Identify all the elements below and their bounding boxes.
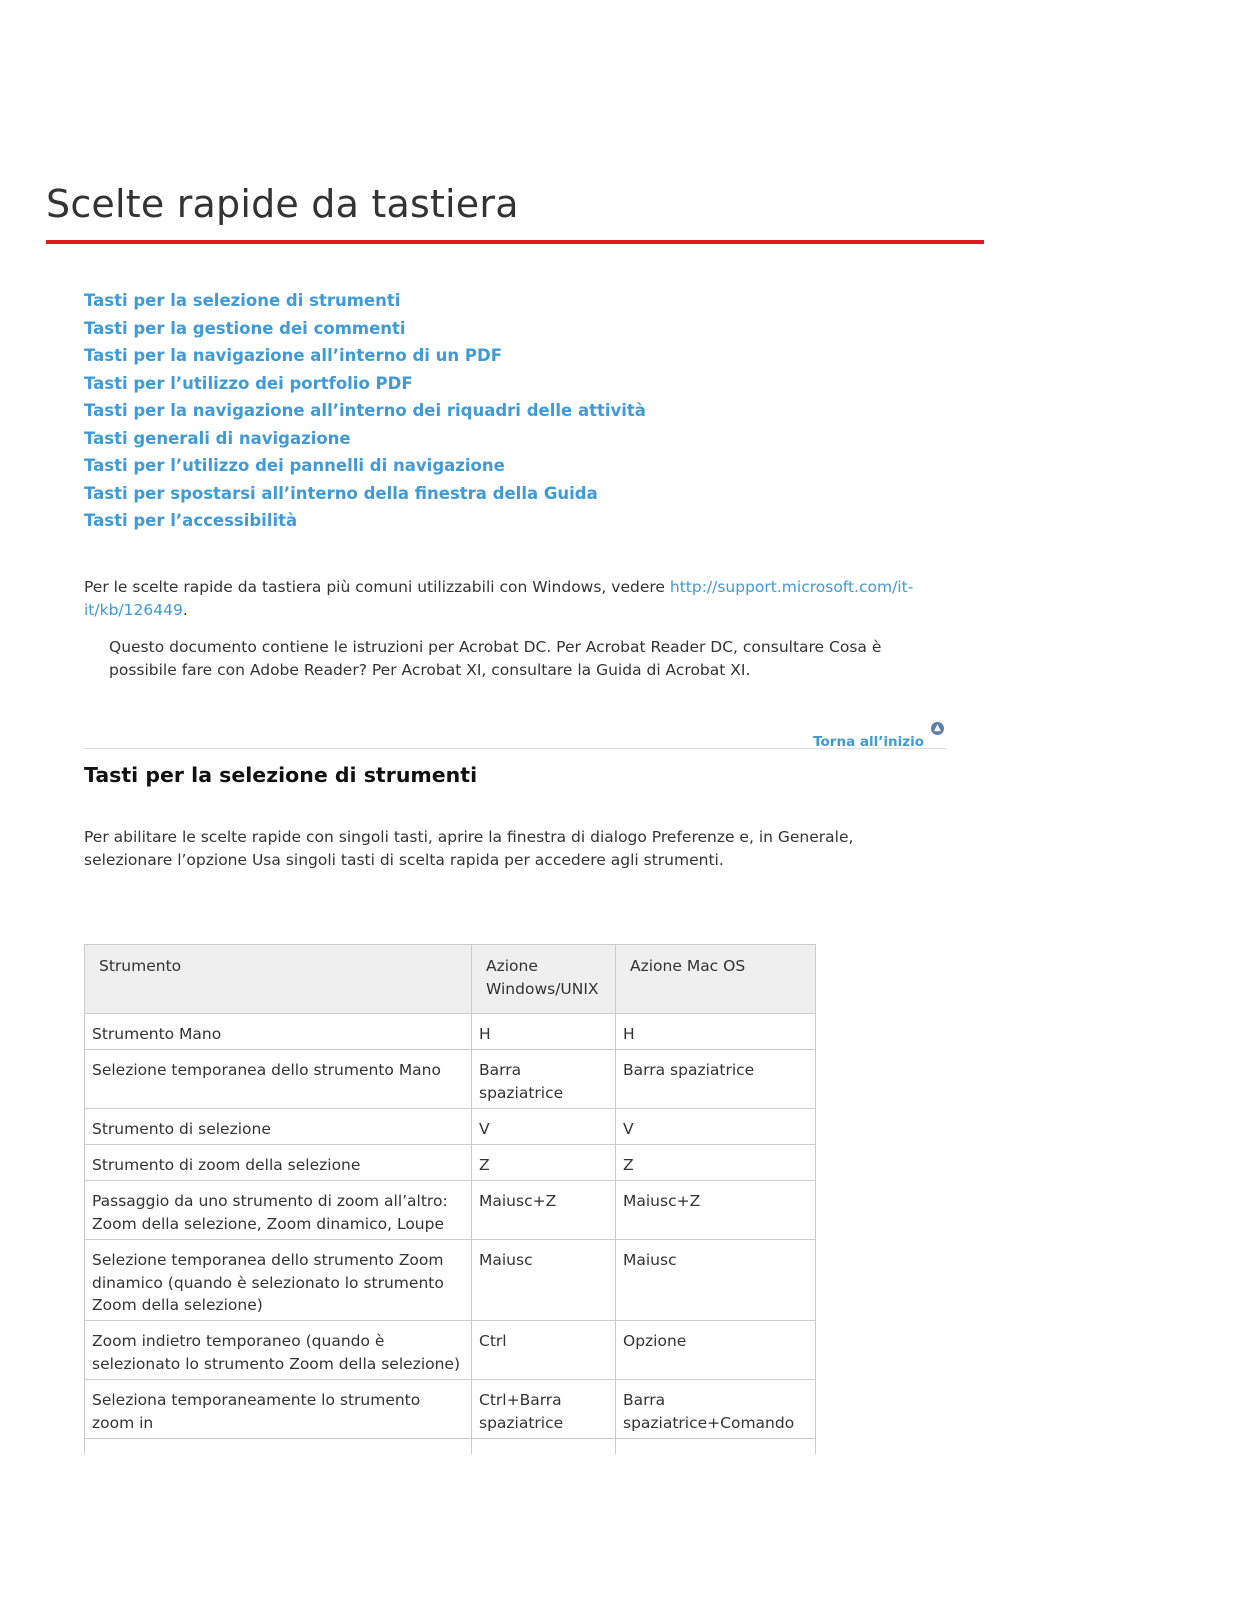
toc-link-riquadri-attivita[interactable]: Tasti per la navigazione all’interno dei riquadri delle attività — [84, 401, 646, 420]
cell-mac: Z — [616, 1145, 816, 1181]
cell-tool: Strumento di selezione — [85, 1109, 472, 1145]
arrow-up-circle-icon[interactable]: ▲ — [931, 722, 944, 735]
cell-empty — [85, 1439, 472, 1454]
section-heading: Tasti per la selezione di strumenti — [84, 763, 478, 787]
table-row — [85, 1014, 816, 1050]
column-header-tool: Strumento — [85, 945, 472, 1014]
cell-mac: H — [616, 1014, 816, 1050]
cell-windows: Z — [472, 1145, 616, 1181]
cell-mac: V — [616, 1109, 816, 1145]
toc-link-guida[interactable]: Tasti per spostarsi all’interno della finestra della Guida — [84, 483, 598, 503]
column-header-windows: Azione Windows/UNIX — [472, 945, 616, 1014]
cell-windows: Maiusc — [472, 1240, 616, 1321]
cell-windows: Barra spaziatrice — [472, 1050, 616, 1109]
cell-windows: Ctrl — [472, 1321, 616, 1380]
table-row — [85, 1145, 816, 1181]
cell-tool: Seleziona temporaneamente lo strumento zoom in — [85, 1380, 472, 1439]
cell-tool: Strumento Mano — [85, 1014, 472, 1050]
table-row — [85, 1321, 816, 1380]
toc-link-portfolio[interactable]: Tasti per l’utilizzo dei portfolio PDF — [84, 373, 413, 393]
table-row — [85, 1240, 816, 1321]
cell-windows: Ctrl+Barra spaziatrice — [472, 1380, 616, 1439]
cell-tool: Strumento di zoom della selezione — [85, 1145, 472, 1181]
column-header-mac: Azione Mac OS — [616, 945, 816, 1014]
cell-mac: Maiusc — [616, 1240, 816, 1321]
table-header-row — [85, 945, 816, 1014]
cell-empty — [472, 1439, 616, 1454]
table-row-continued — [85, 1439, 816, 1454]
cell-empty — [616, 1439, 816, 1454]
cell-mac: Opzione — [616, 1321, 816, 1380]
cell-tool: Selezione temporanea dello strumento Zoom dinamico (quando è selezionato lo strumento Zoom della selezione) — [85, 1240, 472, 1321]
cell-windows: V — [472, 1109, 616, 1145]
cell-tool: Selezione temporanea dello strumento Mano — [85, 1050, 472, 1109]
toc-link-navigazione-pdf[interactable]: Tasti per la navigazione all’interno di un PDF — [84, 346, 502, 365]
toc-link-navigazione-generale[interactable]: Tasti generali di navigazione — [84, 428, 351, 448]
toc-link-pannelli[interactable]: Tasti per l’utilizzo dei pannelli di navigazione — [84, 456, 505, 475]
toc-link-accessibilita[interactable]: Tasti per l’accessibilità — [84, 511, 298, 530]
page-title: Scelte rapide da tastiera — [46, 182, 519, 226]
cell-windows: Maiusc+Z — [472, 1181, 616, 1240]
table-row — [85, 1050, 816, 1109]
toc-link-commenti[interactable]: Tasti per la gestione dei commenti — [84, 318, 406, 338]
table-row — [85, 1380, 816, 1439]
section-description: Per abilitare le scelte rapide con singoli tasti, aprire la finestra di dialogo Preferenze e, in Generale, selezionare l’opzione Usa singoli tasti di scelta rapida per accedere agli strumenti. — [84, 828, 854, 869]
shortcut-table — [84, 944, 816, 1454]
cell-tool: Passaggio da uno strumento di zoom all’altro: Zoom della selezione, Zoom dinamico, Loupe — [85, 1181, 472, 1240]
cell-mac: Barra spaziatrice — [616, 1050, 816, 1109]
intro-suffix: . — [182, 600, 188, 619]
intro-text: Per le scelte rapide da tastiera più comuni utilizzabili con Windows, vedere — [84, 578, 670, 596]
table-row — [85, 1181, 816, 1240]
table-row — [85, 1109, 816, 1145]
back-to-top-link[interactable]: Torna all’inizio — [813, 734, 924, 750]
toc-link-strumenti[interactable]: Tasti per la selezione di strumenti — [84, 291, 401, 310]
version-note: Questo documento contiene le istruzioni per Acrobat DC. Per Acrobat Reader DC, consultare Cosa è possibile fare con Adobe Reader? Per Acrobat XI, consultare la Guida di Acrobat XI. — [109, 638, 882, 679]
cell-mac: Maiusc+Z — [616, 1181, 816, 1240]
cell-tool: Zoom indietro temporaneo (quando è selezionato lo strumento Zoom della selezione) — [85, 1321, 472, 1380]
cell-mac: Barra spaziatrice+Comando — [616, 1380, 816, 1439]
cell-windows: H — [472, 1014, 616, 1050]
microsoft-support-link[interactable]: http://support.microsoft.com/it-it/kb/126449 — [84, 578, 914, 619]
